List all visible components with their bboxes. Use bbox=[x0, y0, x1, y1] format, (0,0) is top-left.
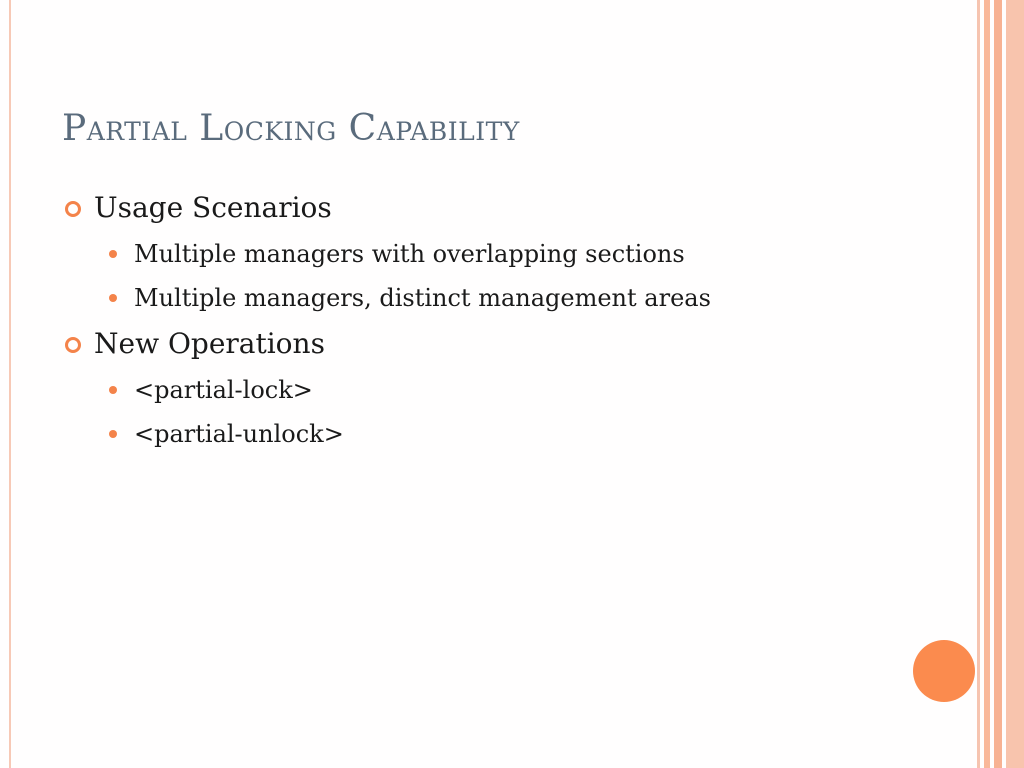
sub-bullet-text: <partial-lock> bbox=[134, 376, 313, 404]
sub-bullet-text: Multiple managers, distinct management areas bbox=[134, 284, 711, 312]
bullet-new-operations bbox=[62, 324, 922, 364]
sub-bullet bbox=[62, 368, 922, 412]
accent-circle bbox=[913, 640, 975, 702]
bullet-text: New Operations bbox=[94, 327, 325, 360]
ring-bullet-icon bbox=[65, 201, 81, 217]
dot-bullet-icon bbox=[109, 386, 117, 394]
right-stripe-3 bbox=[994, 0, 1002, 768]
right-stripe-4 bbox=[1006, 0, 1024, 768]
bullet-usage-scenarios bbox=[62, 188, 922, 228]
slide-title: Partial Locking Capability bbox=[62, 108, 520, 149]
right-stripe-2 bbox=[984, 0, 990, 768]
dot-bullet-icon bbox=[109, 294, 117, 302]
ring-bullet-icon bbox=[65, 337, 81, 353]
sub-bullet bbox=[62, 232, 922, 276]
left-border-line bbox=[9, 0, 11, 768]
bullet-text: Usage Scenarios bbox=[94, 191, 332, 224]
sub-bullet-text: <partial-unlock> bbox=[134, 420, 344, 448]
dot-bullet-icon bbox=[109, 250, 117, 258]
right-stripe-1 bbox=[977, 0, 980, 768]
sub-bullet bbox=[62, 276, 922, 320]
sub-bullet-text: Multiple managers with overlapping sections bbox=[134, 240, 685, 268]
sub-bullet bbox=[62, 412, 922, 456]
slide-content bbox=[62, 188, 922, 456]
dot-bullet-icon bbox=[109, 430, 117, 438]
